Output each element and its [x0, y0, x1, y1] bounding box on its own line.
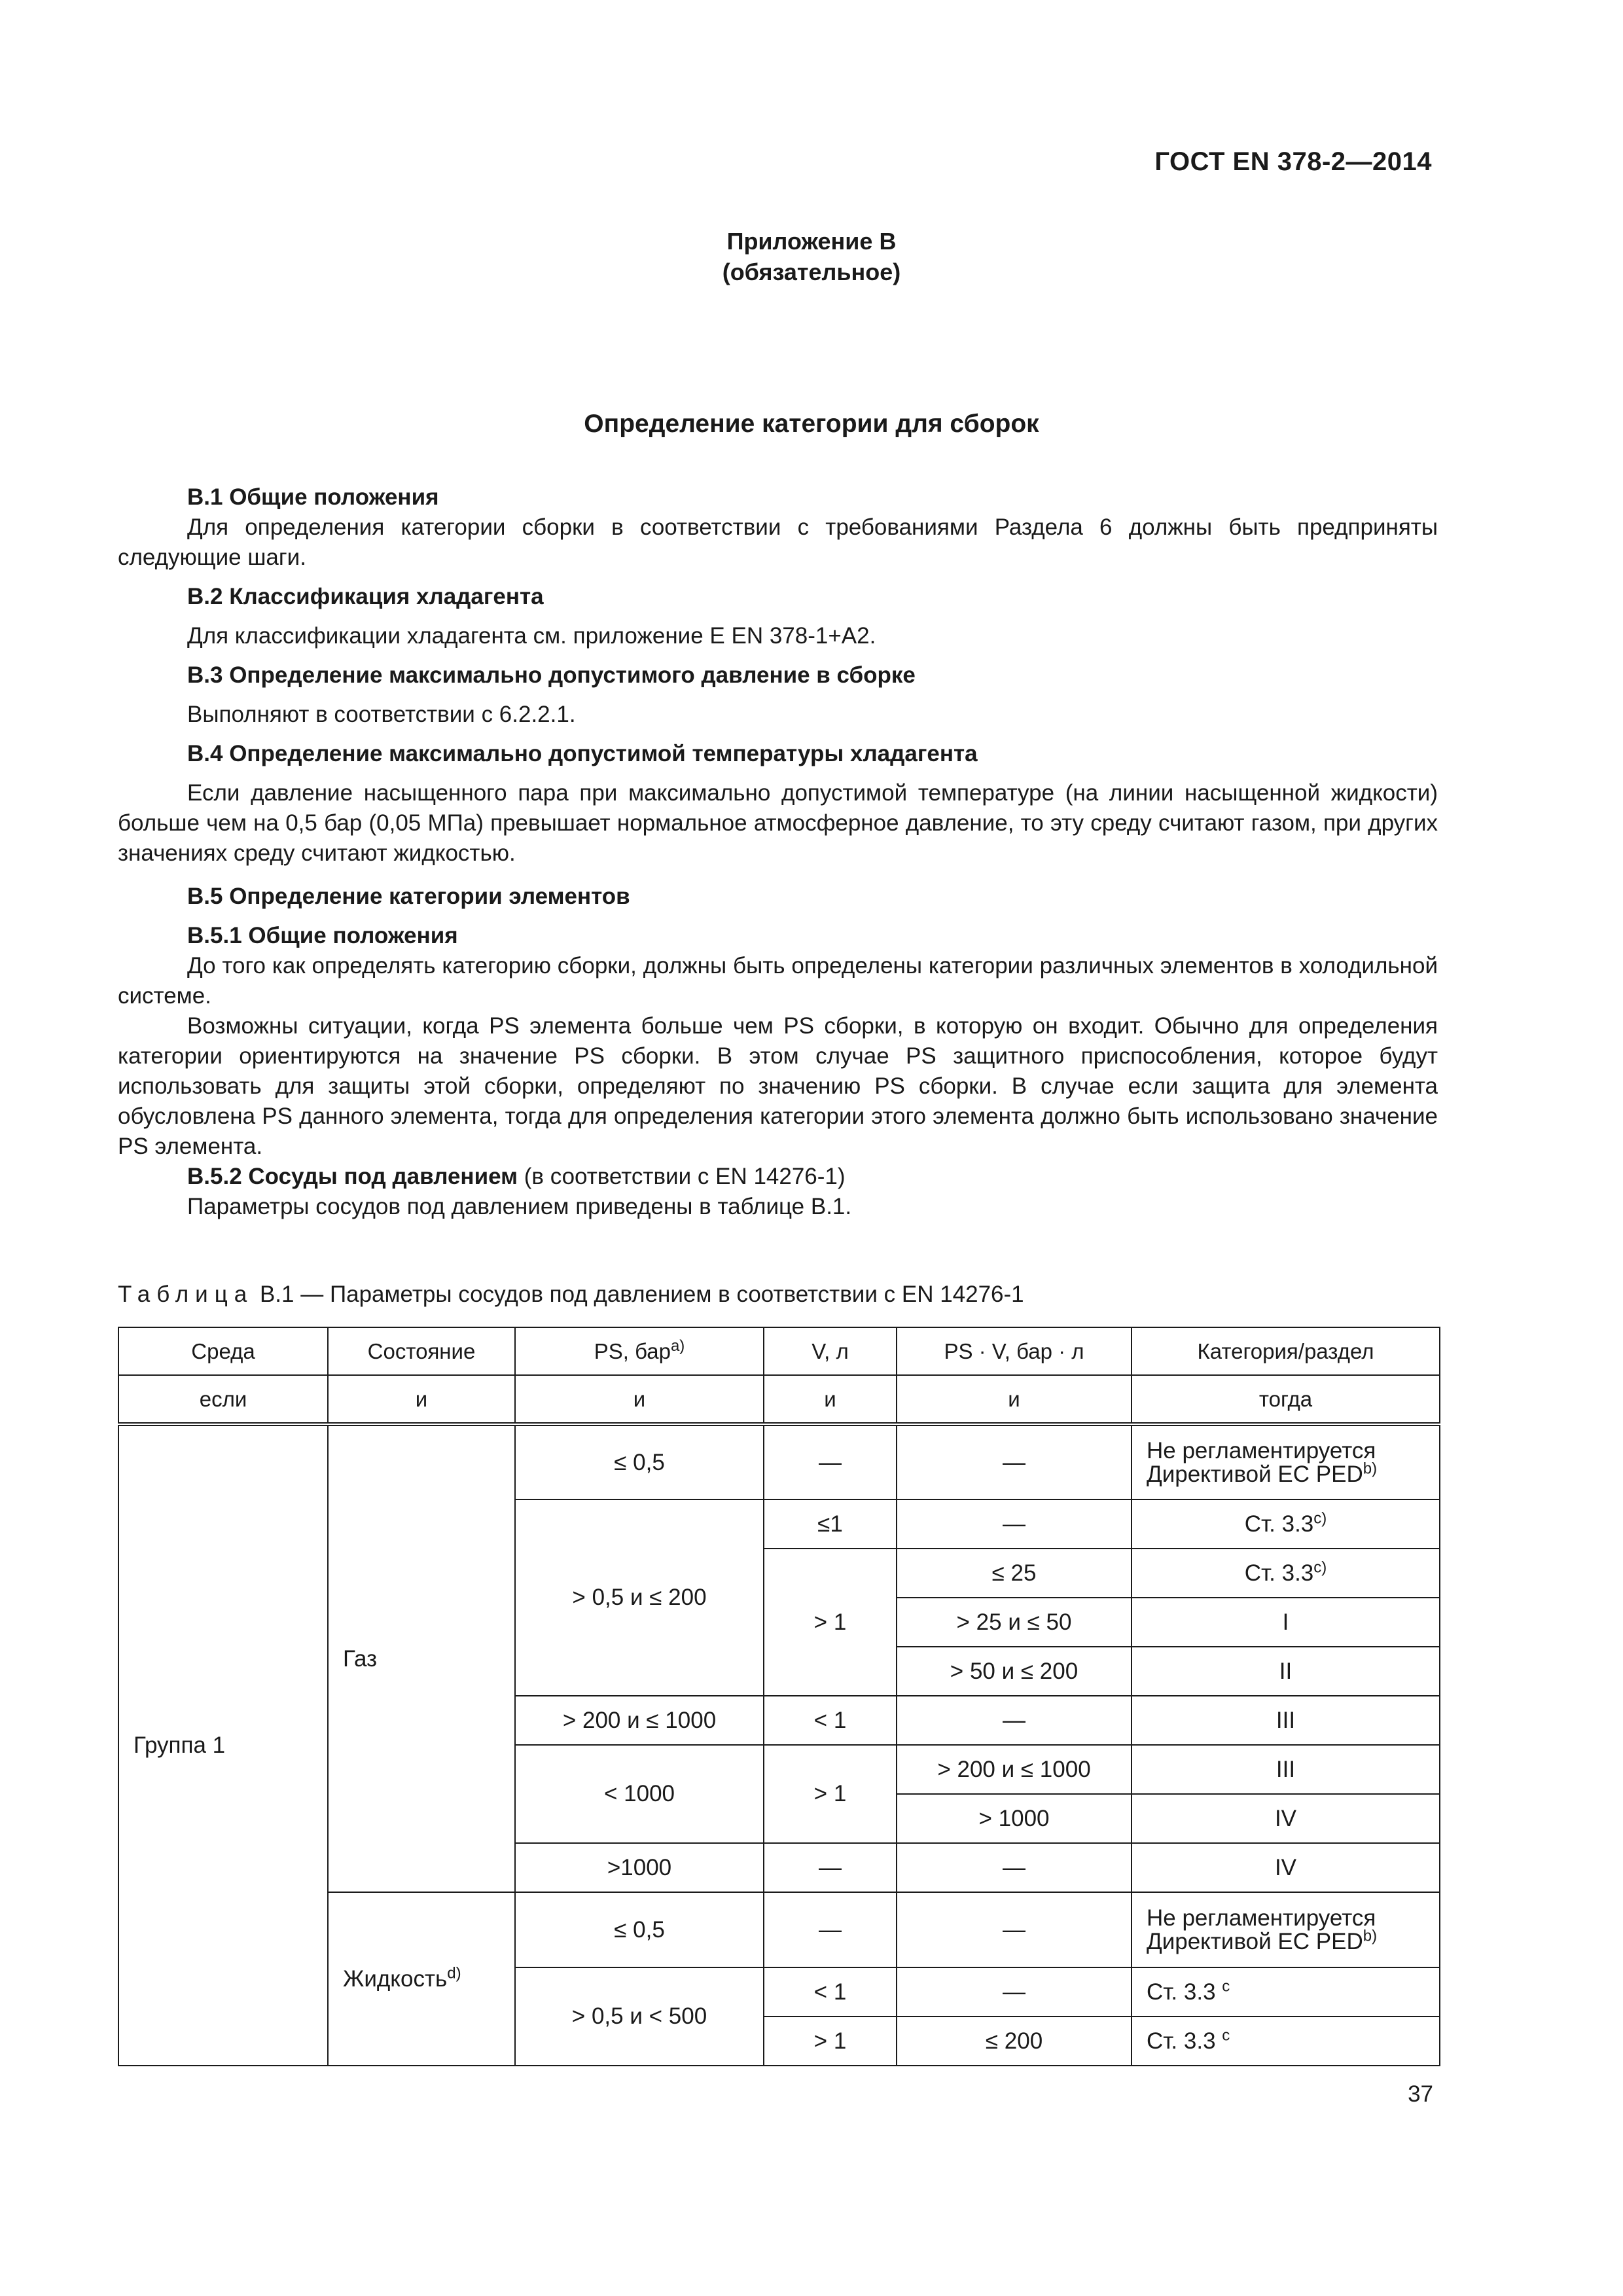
table-header-row: [118, 1327, 1440, 1375]
ps-cell: >1000: [515, 1843, 764, 1892]
psv-cell: > 50 и ≤ 200: [897, 1647, 1132, 1696]
state-liquid-cell: Жидкость$^{d)}$: [328, 1892, 515, 2066]
section-b1-text: Для определения категории сборки в соответствии с требованиями Раздела 6 должны быть предприняты следующие шаги.: [118, 514, 1438, 570]
category-cell: Ст. 3.3 $^c$: [1132, 2017, 1440, 2066]
v-cell: —: [764, 1892, 897, 1967]
footnote-marker: c): [1313, 1509, 1327, 1527]
v-cell: > 1: [764, 1549, 897, 1696]
annex-status: (обязательное): [722, 259, 901, 285]
section-b52-title: В.5.2 Сосуды под давлением: [187, 1164, 518, 1189]
v-cell: —: [764, 1843, 897, 1892]
footnote-marker: c: [1222, 2026, 1230, 2044]
annex-title: Приложение В: [726, 228, 897, 255]
section-b3-text: Выполняют в соответствии с 6.2.2.1.: [187, 702, 576, 727]
psv-cell: ≤ 25: [897, 1549, 1132, 1598]
category-cell: I: [1132, 1598, 1440, 1647]
category-cell: Ст. 3.3$^{c)}$: [1132, 1549, 1440, 1598]
psv-cell: —: [897, 1696, 1132, 1745]
category-cell: III: [1132, 1745, 1440, 1794]
psv-cell: > 25 и ≤ 50: [897, 1598, 1132, 1647]
group-cell: Группа 1: [118, 1424, 328, 2066]
footnote-marker: d): [447, 1964, 461, 1982]
section-b51-title: В.5.1 Общие положения: [187, 923, 458, 948]
category-cell: Ст. 3.3 $^c$: [1132, 1967, 1440, 2017]
pressure-vessel-table: [118, 1327, 1440, 2066]
v-cell: —: [764, 1424, 897, 1499]
category-cell: Ст. 3.3$^{c)}$: [1132, 1499, 1440, 1549]
subheader-cell: и: [515, 1375, 764, 1424]
category-cell: IV: [1132, 1794, 1440, 1843]
header-cell: Состояние: [328, 1327, 515, 1375]
main-title: Определение категории для сборок: [584, 410, 1039, 438]
header-cell: Среда: [118, 1327, 328, 1375]
table-row: [118, 1424, 1440, 1499]
category-cell: Не регламентируется Директивой ЕС PED$^{b)}$: [1132, 1892, 1440, 1967]
section-b4-title: В.4 Определение максимально допустимой температуры хладагента: [187, 741, 978, 766]
psv-cell: —: [897, 1424, 1132, 1499]
section-b3-title: В.3 Определение максимально допустимого давление в сборке: [187, 662, 916, 688]
document-body: [118, 482, 1438, 1222]
ps-cell: > 200 и ≤ 1000: [515, 1696, 764, 1745]
footnote-marker: c: [1222, 1977, 1230, 1995]
ps-cell: ≤ 0,5: [515, 1892, 764, 1967]
ps-cell: ≤ 0,5: [515, 1424, 764, 1499]
footnote-marker: c): [1313, 1558, 1327, 1576]
psv-cell: —: [897, 1499, 1132, 1549]
section-b4-text: Если давление насыщенного пара при максимально допустимой температуре (на линии насыщенной жидкости) больше чем на 0,5 бар (0,05 МПа) превышает нормальное атмосферное давление, то эту среду считают газом, при других значениях среду считают жидкостью.: [118, 780, 1438, 866]
psv-cell: —: [897, 1892, 1132, 1967]
subheader-cell: если: [118, 1375, 328, 1424]
psv-cell: > 1000: [897, 1794, 1132, 1843]
psv-cell: —: [897, 1843, 1132, 1892]
category-cell: II: [1132, 1647, 1440, 1696]
section-b2-text: Для классификации хладагента см. приложение Е EN 378-1+A2.: [187, 623, 876, 649]
subheader-cell: тогда: [1132, 1375, 1440, 1424]
header-cell: PS · V, бар · л: [897, 1327, 1132, 1375]
subheader-cell: и: [328, 1375, 515, 1424]
section-b1-title: В.1 Общие положения: [187, 484, 439, 510]
table-caption-text: В.1 — Параметры сосудов под давлением в соответствии с EN 14276-1: [253, 1282, 1024, 1307]
header-cell: V, л: [764, 1327, 897, 1375]
header-cell: Категория/раздел: [1132, 1327, 1440, 1375]
v-cell: < 1: [764, 1696, 897, 1745]
footnote-marker: a): [670, 1336, 685, 1355]
psv-cell: —: [897, 1967, 1132, 2017]
section-b52-text: Параметры сосудов под давлением приведены в таблице В.1.: [187, 1194, 852, 1219]
psv-cell: ≤ 200: [897, 2017, 1132, 2066]
page-number: 37: [1408, 2081, 1433, 2107]
state-gas-cell: Газ: [328, 1424, 515, 1892]
psv-cell: > 200 и ≤ 1000: [897, 1745, 1132, 1794]
category-cell: III: [1132, 1696, 1440, 1745]
ps-cell: < 1000: [515, 1745, 764, 1843]
subheader-cell: и: [897, 1375, 1132, 1424]
footnote-marker: b): [1363, 1926, 1378, 1945]
v-cell: > 1: [764, 2017, 897, 2066]
ps-cell: > 0,5 и ≤ 200: [515, 1499, 764, 1696]
section-b51-text-2: Возможны ситуации, когда PS элемента больше чем PS сборки, в которую он входит. Обычно для определения категории ориентируются на значение PS сборки. В этом случае PS защитного приспособления, которое будут использовать для защиты этой сборки, определяют по значению PS сборки. В случае если защита для элемента обусловлена PS данного элемента, тогда для определения категории этого элемента должно быть использовано значение PS элемента.: [118, 1013, 1438, 1159]
table-subheader-row: [118, 1375, 1440, 1424]
table-caption-prefix: Таблица: [118, 1282, 254, 1307]
document-code: ГОСТ EN 378-2—2014: [1154, 147, 1432, 176]
section-b5-title: В.5 Определение категории элементов: [187, 884, 630, 909]
category-cell: IV: [1132, 1843, 1440, 1892]
section-b52-heading: [118, 1162, 1438, 1192]
footnote-marker: b): [1363, 1459, 1378, 1477]
ps-cell: > 0,5 и < 500: [515, 1967, 764, 2066]
v-cell: ≤1: [764, 1499, 897, 1549]
subheader-cell: и: [764, 1375, 897, 1424]
table-caption: [118, 1282, 1024, 1308]
header-cell: PS, бар$^{a)}$: [515, 1327, 764, 1375]
section-b52-title-rest: (в соответствии с EN 14276-1): [518, 1164, 846, 1189]
category-cell: Не регламентируется Директивой ЕС PED$^{b)}$: [1132, 1424, 1440, 1499]
section-b51-text-1: До того как определять категорию сборки, должны быть определены категории различных элементов в холодильной системе.: [118, 953, 1438, 1009]
section-b2-title: В.2 Классификация хладагента: [187, 584, 544, 609]
v-cell: < 1: [764, 1967, 897, 2017]
v-cell: > 1: [764, 1745, 897, 1843]
